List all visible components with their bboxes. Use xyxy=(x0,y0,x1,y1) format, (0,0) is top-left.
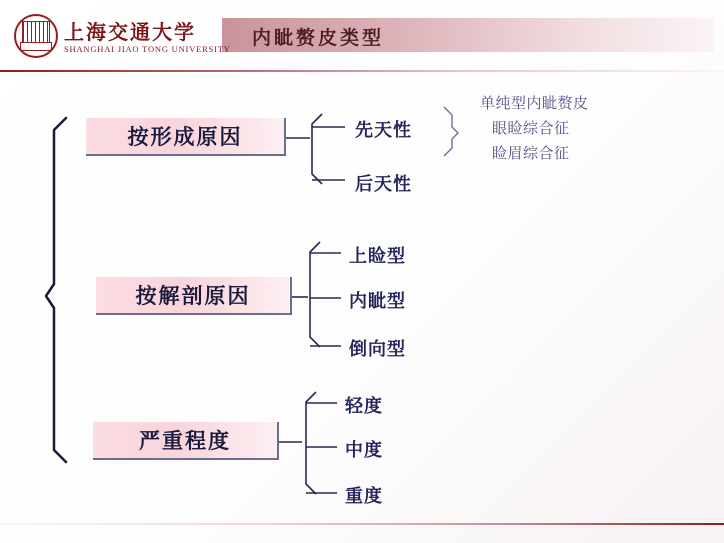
category-label: 按形成原因 xyxy=(127,125,243,149)
university-logo xyxy=(12,14,231,62)
leaf-lid-brow-syndrome: 睑眉综合征 xyxy=(492,146,570,162)
branch-epicanthus: 内眦型 xyxy=(349,291,406,311)
leaf-eyelid-syndrome: 眼睑综合征 xyxy=(492,121,570,137)
category-label: 按解剖原因 xyxy=(135,284,251,308)
branch-inverse: 倒向型 xyxy=(349,339,406,359)
category-box-severity[interactable] xyxy=(93,422,279,460)
category-box-formation[interactable] xyxy=(86,118,286,156)
branch-acquired: 后天性 xyxy=(355,174,412,194)
category-box-anatomy[interactable] xyxy=(96,277,292,315)
branch-mild: 轻度 xyxy=(345,396,383,416)
leaf-simple-epicanthus: 单纯型内眦赘皮 xyxy=(480,96,589,112)
slide-header xyxy=(0,0,724,72)
page-title: 内眦赘皮类型 xyxy=(252,28,385,49)
seal-icon xyxy=(14,14,58,58)
logo-english-name: SHANGHAI JIAO TONG UNIVERSITY xyxy=(64,44,231,54)
branch-moderate: 中度 xyxy=(345,440,383,460)
seal-book-icon xyxy=(20,42,52,51)
branch-severe: 重度 xyxy=(345,486,383,506)
logo-chinese-name: 上海交通大学 xyxy=(64,22,196,44)
footer-divider xyxy=(0,523,724,525)
diagram-area xyxy=(0,72,724,522)
branch-congenital: 先天性 xyxy=(355,120,412,140)
category-label: 严重程度 xyxy=(139,429,231,453)
branch-upper-lid: 上睑型 xyxy=(349,246,406,266)
